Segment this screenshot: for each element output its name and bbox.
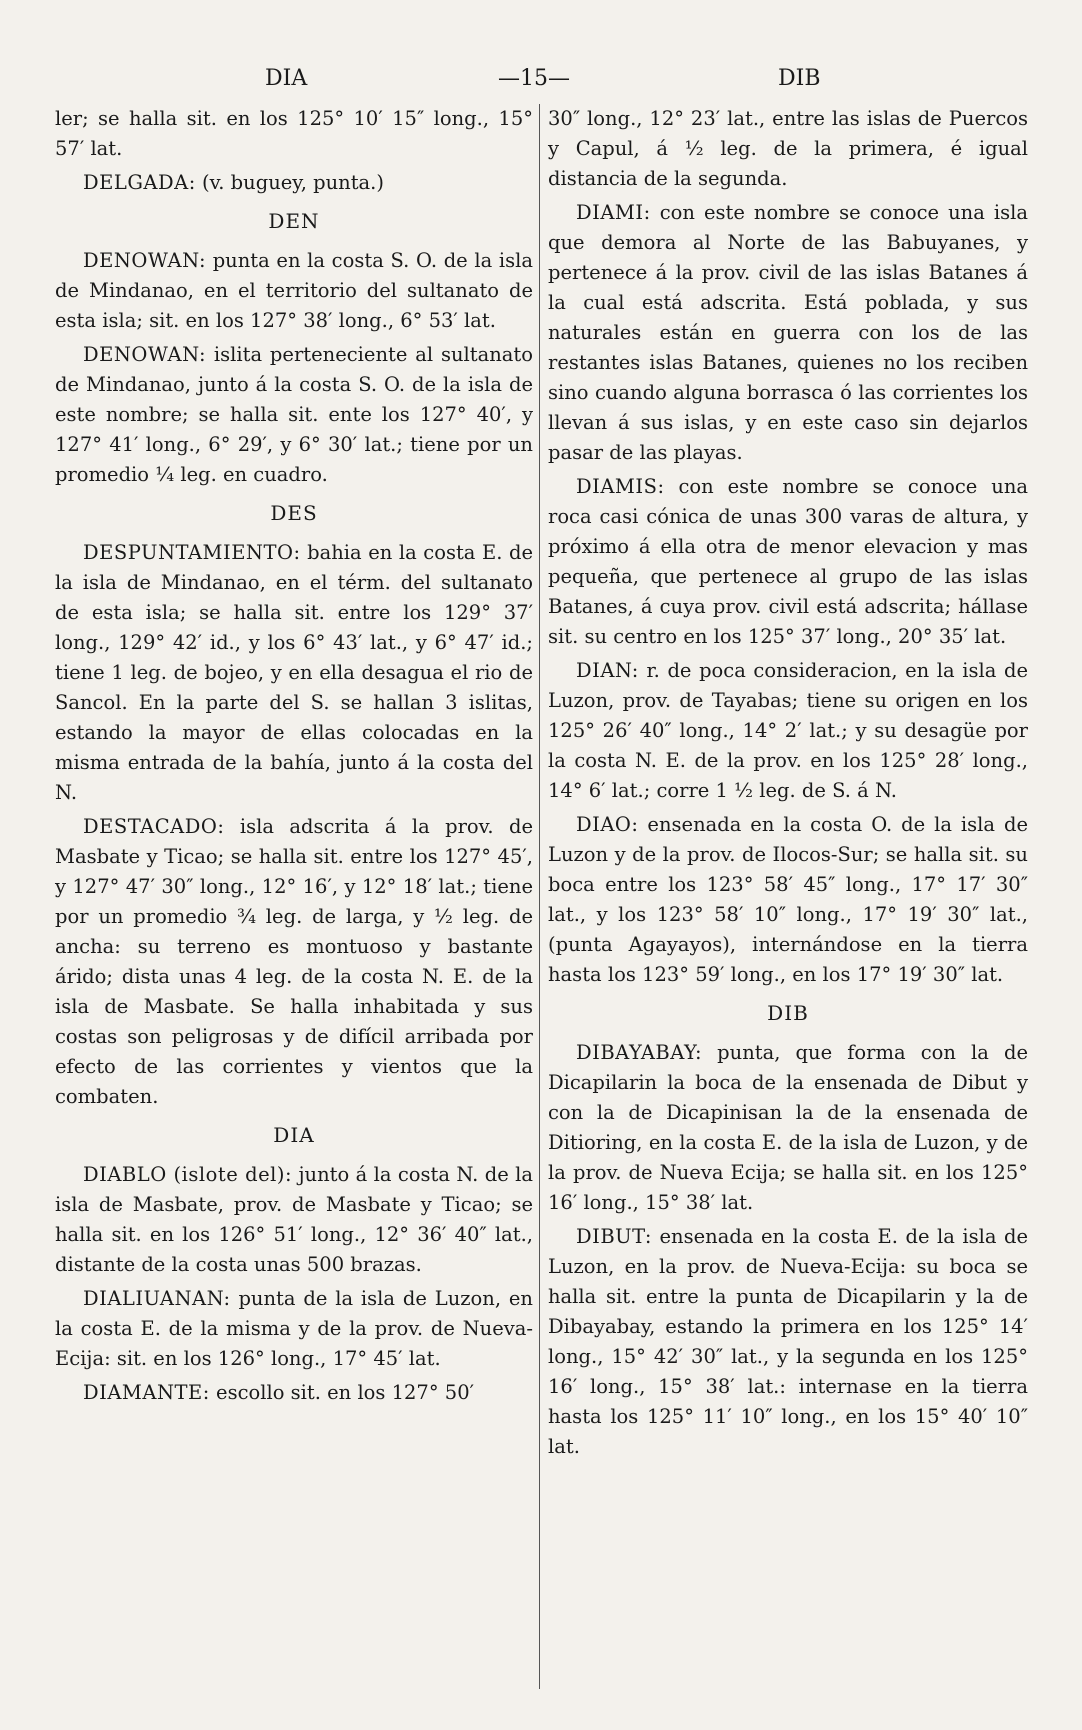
column-divider [539,104,540,1689]
header-right-guide: DIB [778,66,821,91]
entry-destacado [55,812,533,1112]
entry-diamante [55,1378,533,1408]
entry-denowan-islita [55,340,533,490]
entry-dialiuanan [55,1284,533,1374]
entry-head: DIALIUANAN: [83,1287,231,1310]
entry-text: punta, que forma con la de Dicapilarin la boca de la ensenada de Dibut y con la de Dicapinisan la de la ensenada de Ditioring, en la costa E. de la isla de Luzon, y de la prov. de Nueva Ecija; se halla sit. en los 125° 16′ long., 15° 38′ lat. [548,1041,1028,1214]
section-heading: DEN [268,209,320,233]
section-heading: DIA [273,1123,315,1147]
left-column [55,104,533,1412]
entry-diami [548,198,1028,468]
continuation-text: 30″ long., 12° 23′ lat., entre las islas de Puercos y Capul, á ½ leg. de la primera, é igual distancia de la segunda. [548,107,1028,190]
entry-text: islita perteneciente al sultanato de Mindanao, junto á la costa S. O. de la isla de este nombre; se halla sit. ente los 127° 40′, y 127° 41′ long., 6° 29′, y 6° 30′ lat.; tiene por un promedio ¼ leg. en cuadro. [55,343,533,486]
entry-text: escollo sit. en los 127° 50′ [216,1381,475,1404]
entry-text: con este nombre se conoce una isla que demora al Norte de las Babuyanes, y pertenece á la prov. civil de las islas Batanes á la cual está adscrita. Está poblada, y sus naturales están en guerra con los de las restantes islas Batanes, quienes no los reciben sino cuando alguna borrasca ó las corrientes los llevan á sus islas, y en este caso sin dejarlos pasar de las playas. [548,201,1028,464]
entry-text: ensenada en la costa O. de la isla de Luzon y de la prov. de Ilocos-Sur; se halla sit. su boca entre los 123° 58′ 45″ long., 17° 17′ 30″ lat., y los 123° 58′ 10″ long., 17° 19′ 30″ lat., (punta Agayayos), internándose en la tierra hasta los 123° 59′ long., en los 17° 19′ 30″ lat. [548,813,1028,986]
continuation-text: ler; se halla sit. en los 125° 10′ 15″ long., 15° 57′ lat. [55,107,533,160]
entry-head: DIAO: [576,813,639,836]
entry-denowan [55,246,533,336]
entry-dian [548,656,1028,806]
entry-head: DESTACADO: [83,815,225,838]
entry-head: DENOWAN: [83,249,207,272]
entry-text: junto á la costa N. de la isla de Masbate, prov. de Masbate y Ticao; se halla sit. en los 126° 51′ long., 12° 36′ 40″ lat., distante de la costa unas 500 brazas. [55,1163,534,1276]
entry-head: DESPUNTAMIENTO: [83,541,301,564]
entry-dibut [548,1222,1028,1462]
entry-head: DIABLO (islote del): [83,1163,293,1186]
entry-diamis [548,472,1028,652]
section-heading: DIB [767,1001,809,1025]
entry-despuntamiento [55,538,533,808]
entry-text: r. de poca consideracion, en la isla de Luzon, prov. de Tayabas; tiene su origen en los 125° 26′ 40″ long., 14° 2′ lat.; y su desagüe por la costa N. E. de la prov. en los 125° 28′ long., 14° 6′ lat.; corre 1 ½ leg. de S. á N. [548,659,1028,802]
page-number: —15— [498,66,570,91]
entry-text: isla adscrita á la prov. de Masbate y Ticao; se halla sit. entre los 127° 45′, y 127° 47′ 30″ long., 12° 16′, y 12° 18′ lat.; tiene por un promedio ¾ leg. de larga, y ½ leg. de ancha: su terreno es montuoso y bastante árido; dista unas 4 leg. de la costa N. E. de la isla de Masbate. Se halla inhabitada y sus costas son peligrosas y de difícil arribada por efecto de las corrientes y vientos que la combaten. [55,815,533,1108]
entry-head: DIBUT: [576,1225,652,1248]
right-column [548,104,1028,1466]
header-left-guide: DIA [265,66,308,91]
entry-diao [548,810,1028,990]
section-heading: DES [270,501,318,525]
entry-text: bahia en la costa E. de la isla de Mindanao, en el térm. del sultanato de esta isla; se halla sit. entre los 129° 37′ long., 129° 42′ id., y los 6° 43′ lat., y 6° 47′ id.; tiene 1 leg. de bojeo, y en ella desagua el rio de Sancol. En la parte del S. se hallan 3 islitas, estando la mayor de ellas colocadas en la misma entrada de la bahía, junto á la costa del N. [55,541,533,804]
entry-diablo [55,1160,533,1280]
entry-text: (v. buguey, punta.) [201,171,384,194]
entry-text: con este nombre se conoce una roca casi cónica de unas 300 varas de altura, y próximo á ella otra de menor elevacion y mas pequeña, que pertenece al grupo de las islas Batanes, á cuya prov. civil está adscrita; hállase sit. su centro en los 125° 37′ long., 20° 35′ lat. [548,475,1029,648]
entry-dibayabay [548,1038,1028,1218]
entry-head: DIAMIS: [576,475,665,498]
entry-head: DIAMANTE: [83,1381,210,1404]
entry-head: DIBAYABAY: [576,1041,703,1064]
page-header [0,66,1082,102]
entry-head: DENOWAN: [83,343,207,366]
entry-text: ensenada en la costa E. de la isla de Luzon, en la prov. de Nueva-Ecija: su boca se halla sit. entre la punta de Dicapilarin y la de Dibayabay, estando la primera en los 125° 14′ long., 15° 42′ 30″ lat., y la segunda en los 125° 16′ long., 15° 38′ lat.: internase en la tierra hasta los 125° 11′ 10″ long., en los 15° 40′ 10″ lat. [548,1225,1028,1458]
entry-text: punta en la costa S. O. de la isla de Mindanao, en el territorio del sultanato de esta isla; sit. en los 127° 38′ long., 6° 53′ lat. [55,249,534,332]
entry-text: punta de la isla de Luzon, en la costa E. de la misma y de la prov. de Nueva-Ecija: sit. en los 126° long., 17° 45′ lat. [55,1287,533,1370]
entry-head: DELGADA: [83,171,196,194]
entry-delgada [55,168,533,198]
entry-head: DIAMI: [576,201,651,224]
entry-head: DIAN: [576,659,639,682]
